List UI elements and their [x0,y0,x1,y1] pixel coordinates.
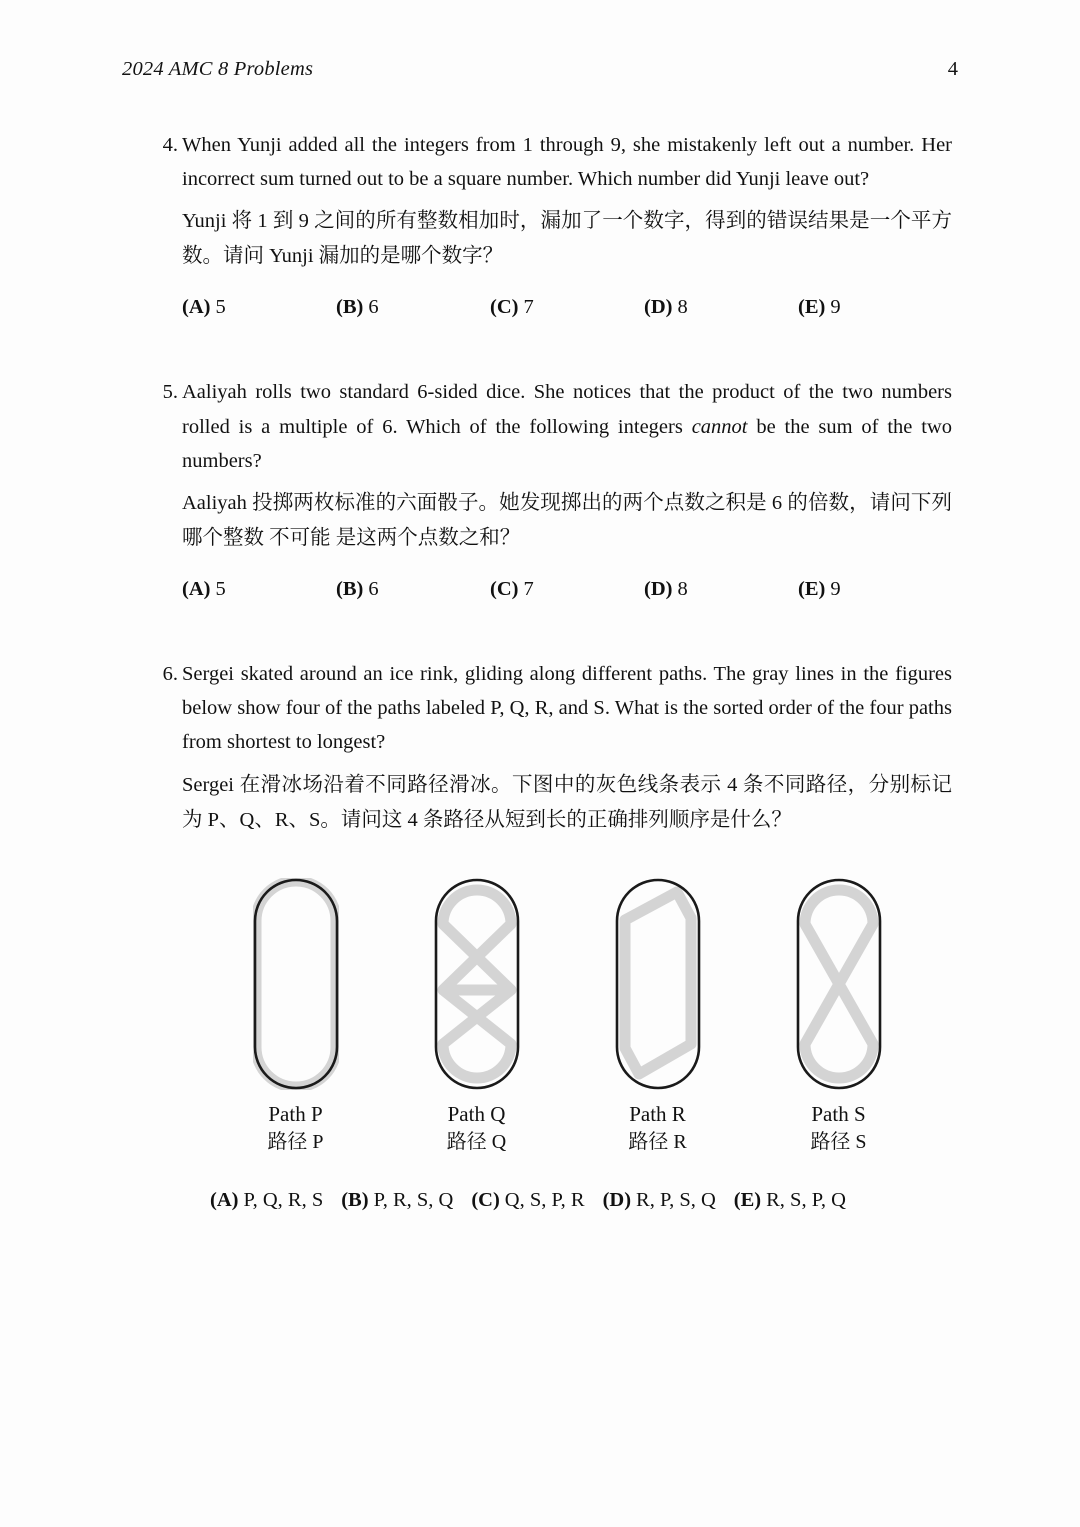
choice-letter: (D) [644,578,673,601]
choice-letter: (A) [182,578,211,601]
choice-letter: (B) [341,1188,369,1211]
problem-4-choice-a[interactable] [182,296,336,319]
choice-letter: (C) [490,578,519,601]
choice-letter: (A) [210,1188,239,1211]
problem-6-choice-b[interactable] [341,1189,453,1212]
problem-4-choice-b[interactable] [336,296,490,319]
choice-value: 9 [830,578,841,601]
problem-5-text-part2: be the sum of the two numbers? [182,415,952,472]
problem-4-choice-e[interactable] [798,296,952,319]
choice-value: R, S, P, Q [766,1188,846,1211]
path-q-label-en: Path Q [447,1101,506,1126]
problem-6-choice-d[interactable] [603,1189,716,1212]
rink-path-gray [256,881,336,1087]
choice-value: Q, S, P, R [504,1188,585,1211]
problem-6-choices [210,1189,952,1212]
problem-5-text-emphasis: cannot [691,415,748,438]
choice-letter: (E) [798,296,826,319]
problem-5-choice-a[interactable] [182,578,336,601]
figure-path-s [796,878,882,1155]
choice-value: 6 [368,578,379,601]
path-p-diagram [253,878,339,1090]
problem-list [152,128,952,1268]
choice-letter: (E) [733,1188,762,1211]
problem-5-choices [182,578,952,601]
figure-path-q [434,878,520,1155]
path-s-diagram [796,878,882,1090]
choice-value: 6 [368,296,379,319]
problem-5-choice-e[interactable] [798,578,952,601]
rink-path-gray [625,892,691,1074]
page-number: 4 [947,58,958,80]
page-header [122,58,958,88]
path-s-label-en: Path S [811,1101,866,1126]
choice-value: P, R, S, Q [373,1188,454,1211]
choice-value: 9 [830,296,841,319]
path-q-diagram [434,878,520,1090]
choice-letter: (B) [336,578,364,601]
choice-letter: (A) [182,296,211,319]
problem-6-choice-a[interactable] [210,1189,323,1212]
problem-5 [152,375,952,601]
choice-value: 7 [523,296,534,319]
rink-path-gray [443,890,511,1078]
problem-5-text-zh: Aaliyah 投掷两枚标准的六面骰子。她发现掷出的两个点数之积是 6 的倍数，请问下列哪个整数 不可能 是这两个点数之和？ [182,492,952,550]
problem-4-choice-d[interactable] [644,296,798,319]
choice-letter: (D) [602,1188,632,1211]
choice-letter: (D) [644,296,673,319]
choice-letter: (C) [490,296,519,319]
path-s-label-zh: 路径 S [810,1130,867,1153]
path-r-label-en: Path R [629,1101,686,1126]
problem-6-text-en: Sergei skated around an ice rink, gliding along different paths. The gray lines in the figures below show four of the paths labeled P, Q, R, and S. What is the sorted order of the four paths from shortest to longest? [182,663,952,754]
problem-4-number: 4. [162,134,178,156]
path-p-label-zh: 路径 P [267,1130,324,1153]
path-r-diagram [615,878,701,1090]
problem-5-choice-d[interactable] [644,578,798,601]
problem-4-text-zh: Yunji 将 1 到 9 之间的所有整数相加时，漏加了一个数字，得到的错误结果是一个平方数。请问 Yunji 漏加的是哪个数字？ [182,210,952,268]
problem-4 [152,128,952,319]
problem-4-choice-c[interactable] [490,296,644,319]
choice-letter: (B) [336,296,364,319]
problem-6 [152,657,952,1212]
header-title: 2024 AMC 8 Problems [122,58,314,80]
path-figures [182,878,952,1155]
rink-path-gray [805,890,873,1078]
choice-value: 5 [215,296,226,319]
problem-5-number: 5. [162,381,178,404]
problem-6-text-zh: Sergei 在滑冰场沿着不同路径滑冰。下图中的灰色线条表示 4 条不同路径，分别标记为 P、Q、R、S。请问这 4 条路径从短到长的正确排列顺序是什么？ [182,773,952,831]
rink-outline [255,880,337,1088]
figure-path-r [615,878,701,1155]
problem-5-text-en [182,375,952,478]
path-q-label-zh: 路径 Q [446,1130,507,1153]
choice-value: R, P, S, Q [636,1188,716,1211]
problem-6-choice-c[interactable] [471,1189,584,1212]
problem-4-text-en: When Yunji added all the integers from 1 through 9, she mistakenly left out a number. Her incorrect sum turned out to be a square number. Which number did Yunji leave out? [182,134,952,191]
problem-6-number: 6. [162,663,178,686]
problem-4-choices [182,296,952,319]
choice-letter: (C) [471,1188,500,1211]
path-r-label-zh: 路径 R [628,1130,687,1153]
choice-letter: (E) [798,578,826,601]
choice-value: 8 [677,578,688,601]
choice-value: 7 [523,578,534,601]
figure-path-p [253,878,339,1155]
problem-5-choice-c[interactable] [490,578,644,601]
choice-value: P, Q, R, S [243,1188,324,1211]
choice-value: 5 [215,578,226,601]
problem-6-choice-e[interactable] [734,1189,846,1212]
choice-value: 8 [677,296,688,319]
path-p-label-en: Path P [268,1101,323,1126]
problem-5-choice-b[interactable] [336,578,490,601]
problem-5-text-part1: Aaliyah rolls two standard 6-sided dice. She notices that the product of the two numbers rolled is a multiple of 6. Which of the following integers [182,381,952,438]
